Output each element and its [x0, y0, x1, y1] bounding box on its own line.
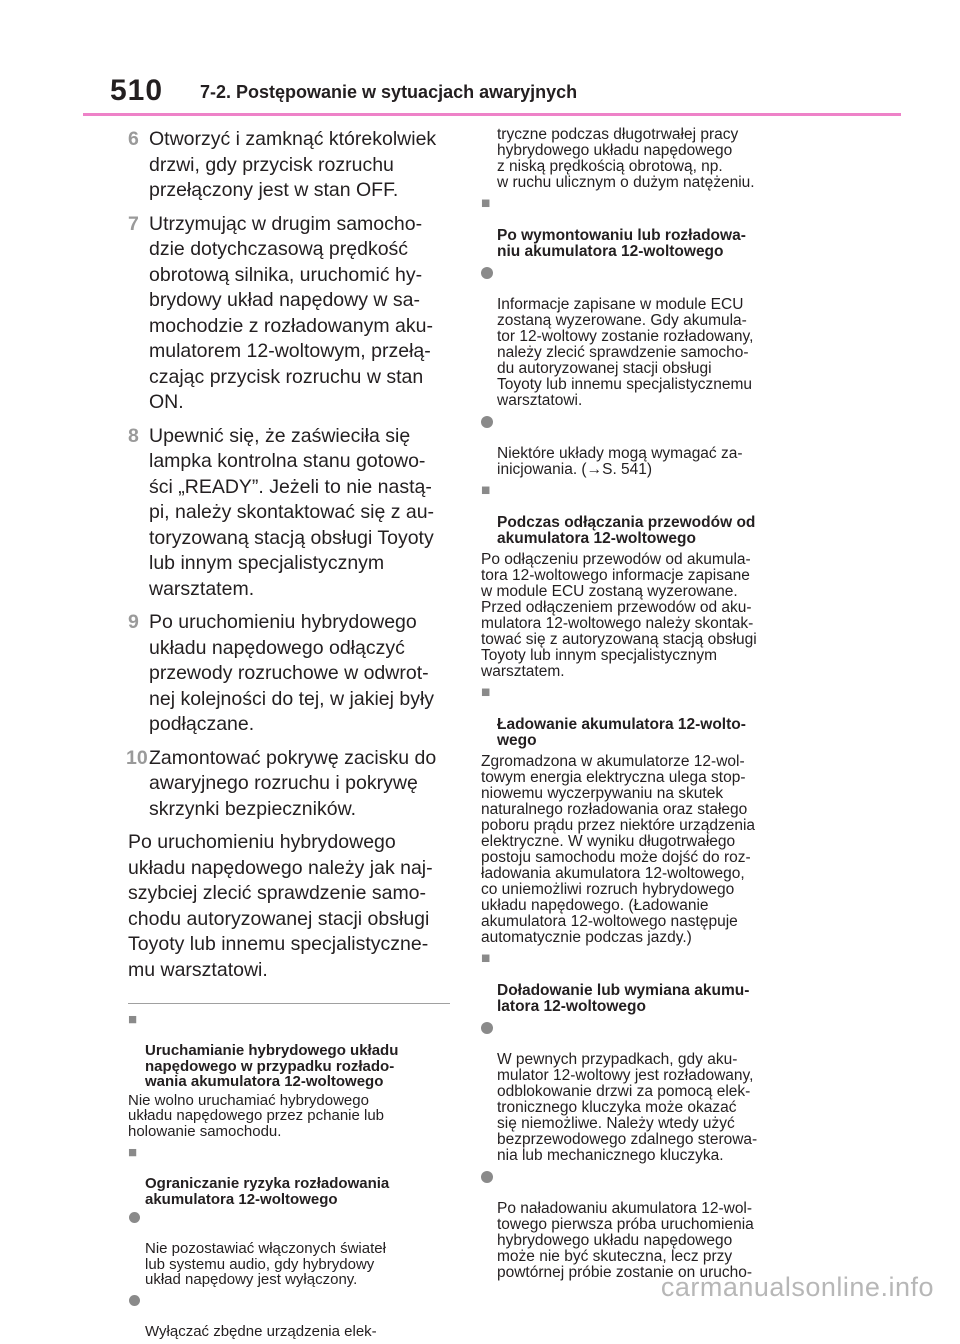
note-heading-text: Ładowanie akumulatora 12-wolto- wego: [497, 716, 746, 749]
step-number: 8: [128, 424, 139, 447]
square-bullet-icon: ■: [481, 950, 491, 967]
list-item-text: W pewnych przypadkach, gdy aku- mulator 12-woltowy jest rozładowany, odblokowanie drzwi za pomocą elek- tronicznego kluczyka może okazać się niemożliwe. Należy wtedy użyć bezprzewodowego zdalnego sterowa- nia lub mechanicznego kluczyka.: [497, 1051, 758, 1164]
note-heading-text: Po wymontowaniu lub rozładowa- niu akumulatora 12-woltowego: [497, 227, 746, 260]
note-heading-disconnecting: [481, 483, 811, 547]
step-text: Otworzyć i zamknąć którekolwiek drzwi, gdy przycisk rozruchu przełączony jest w stan OFF.: [149, 128, 437, 201]
note-heading-text: Doładowanie lub wymiana akumu- latora 12-woltowego: [497, 982, 750, 1015]
step-9: [128, 610, 450, 738]
step-8: [128, 424, 450, 603]
list-item-text: Po naładowaniu akumulatora 12-wol- towego pierwsza próba uruchomienia hybrydowego układu napędowego może nie być skuteczna, lecz przy powtórnej próbie zostanie on urucho-: [497, 1200, 754, 1281]
list-item-text: Informacje zapisane w module ECU zostaną wyzerowane. Gdy akumula- tor 12-woltowy zostanie rozładowany, należy zlecić sprawdzenie samocho- du autoryzowanej stacji obsługi Toyoty lub innemu specjalistycznemu warsztatowi.: [497, 296, 754, 409]
step-10: [128, 746, 450, 823]
note-heading-text: Uruchamianie hybrydowego układu napędowego w przypadku rozłado- wania akumulatora 12-woltowego: [145, 1042, 399, 1090]
step-text: Utrzymując w drugim samocho- dzie dotychczasową prędkość obrotową silnika, uruchomić hy- brydowy układ napędowy w sa- mochodzie z rozładowanym aku- mulatorem 12-woltowym, przełą- czając przycisk rozruchu w stan ON.: [149, 212, 433, 413]
header-divider: [83, 113, 901, 116]
circle-bullet-icon: [481, 267, 493, 279]
notes-divider: [128, 1003, 450, 1004]
page-header: [0, 0, 960, 120]
section-title: 7-2. Postępowanie w sytuacjach awaryjnych: [200, 82, 578, 102]
watermark: carmanualsonline.info: [660, 1272, 934, 1302]
list-item: [128, 1210, 450, 1288]
note-heading-charging: [481, 685, 811, 749]
circle-bullet-icon: [129, 1212, 140, 1223]
after-start-paragraph: Po uruchomieniu hybrydowego układu napędowego należy jak naj- szybciej zlecić sprawdzenie samo- chodu autoryzowanej stacji obsługi Toyoty lub innemu specjalistyczne- mu warsztatowi.: [128, 831, 433, 981]
step-text: Zamontować pokrywę zacisku do awaryjnego rozruchu i pokrywę skrzynki bezpieczników.: [149, 746, 437, 820]
list-item: [481, 1020, 811, 1164]
step-number: 6: [128, 128, 139, 150]
list-item-text: Wyłączać zbędne urządzenia elek-: [145, 1322, 377, 1340]
list-item: [481, 265, 811, 409]
note-text: Zgromadzona w akumulatorze 12-wol- towym energia elektryczna ulega stop- niowemu wyczerpywaniu na skutek naturalnego rozładowania oraz stałego poboru prądu przez niektóre urządzenia elektryczne. W wyniku długotrwałego postoju samochodu może dojść do roz- ładowania akumulatora 12-woltowego, co uniemożliwi rozruch hybrydowego układu napędowego. (Ładowanie akumulatora 12-woltowego następuje automatycznie podczas jazdy.): [481, 753, 756, 946]
step-text: Po uruchomieniu hybrydowego układu napędowego odłączyć przewody rozruchowe w odwrot- nej kolejności do tej, w jakiej były podłączane.: [149, 611, 435, 735]
note-heading-text: Ograniczanie ryzyka rozładowania akumulatora 12-woltowego: [145, 1175, 390, 1208]
square-bullet-icon: ■: [481, 195, 491, 212]
circle-bullet-icon: [481, 416, 493, 428]
list-item: [481, 1169, 811, 1281]
page-reference-arrow-icon: →: [586, 461, 603, 478]
note-heading-removal: [481, 196, 811, 260]
list-item-text: Niektóre układy mogą wymagać za- inicjowania. (: [497, 445, 743, 478]
square-bullet-icon: ■: [128, 1011, 138, 1028]
step-number: 9: [128, 611, 139, 633]
left-column: [128, 127, 450, 1344]
note-heading-recharge-replace: [481, 951, 811, 1015]
square-bullet-icon: ■: [128, 1144, 138, 1161]
right-column: [481, 127, 811, 1286]
list-item: [481, 414, 811, 478]
continued-text: tryczne podczas długotrwałej pracy hybrydowego układu napędowego z niską prędkością obrotową, np. w ruchu ulicznym o dużym natężeniu.: [497, 126, 755, 191]
note-heading-discharge-risk: [128, 1145, 450, 1207]
step-6: [128, 127, 450, 204]
circle-bullet-icon: [129, 1295, 140, 1306]
note-heading-text: Podczas odłączania przewodów od akumulatora 12-woltowego: [497, 514, 756, 547]
list-item: [128, 1293, 450, 1340]
page-reference[interactable]: S. 541): [602, 461, 653, 478]
step-number: 10: [126, 746, 148, 769]
list-item-text: Nie pozostawiać włączonych świateł lub systemu audio, gdy hybrydowy układ napędowy jest wyłączony.: [145, 1240, 386, 1288]
step-text: Upewnić się, że zaświeciła się lampka kontrolna stanu gotowo- ści „READY”. Jeżeli to nie nastą- pi, należy skontaktować się z au- toryzowaną stacją obsługi Toyoty lub innym specjalistycznym warsztatem.: [149, 424, 435, 600]
note-heading-jumpstart: [128, 1012, 450, 1090]
step-number: 7: [128, 212, 139, 235]
square-bullet-icon: ■: [481, 482, 491, 499]
circle-bullet-icon: [481, 1171, 493, 1183]
note-text: Nie wolno uruchamiać hybrydowego układu napędowego przez pchanie lub holowanie samochodu.: [128, 1091, 385, 1140]
step-7: [128, 212, 450, 416]
note-text: Po odłączeniu przewodów od akumula- tora 12-woltowego informacje zapisane w module ECU zostaną wyzerowane. Przed odłączeniem przewodów od aku- mulatora 12-woltowego należy skontak- tować się z autoryzowaną stacją obsługi Toyoty lub innym specjalistycznym warsztatem.: [481, 551, 757, 680]
square-bullet-icon: ■: [481, 684, 491, 701]
page-number: 510: [110, 74, 164, 107]
circle-bullet-icon: [481, 1022, 493, 1034]
